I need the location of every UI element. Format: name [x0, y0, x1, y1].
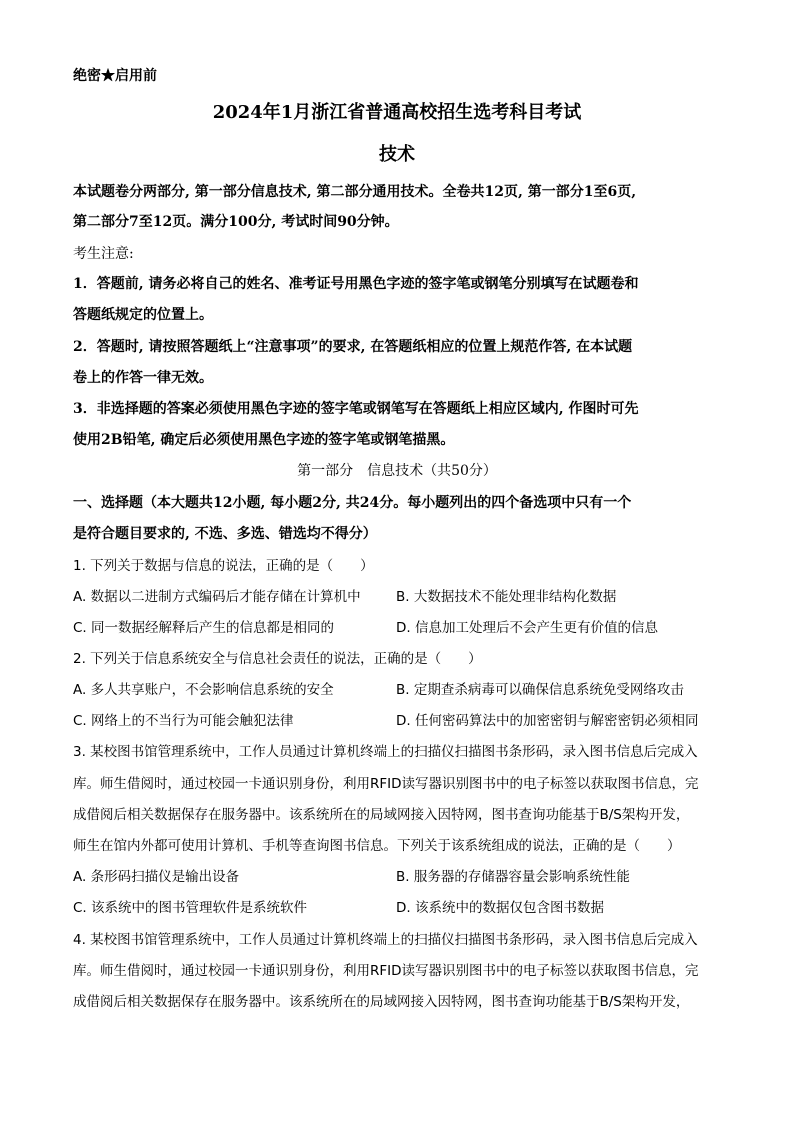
confidential-label: 绝密★启用前 [73, 68, 157, 84]
section-instruction-line-1: 一、选择题（本大题共12小题, 每小题2分, 共24分。每小题列出的四个备选项中只有一个 [73, 495, 632, 511]
section-instruction-line-2: 是符合题目要求的, 不选、多选、错选均不得分） [73, 526, 377, 542]
q4-line-2: 库。师生借阅时，通过校园一卡通识别身份，利用RFID读写器识别图书中的电子标签以获取图书信息，完 [73, 963, 699, 979]
q1-option-d: D. 信息加工处理后不会产生更有价值的信息 [396, 620, 658, 636]
q4-line-3: 成借阅后相关数据保存在服务器中。该系统所在的局域网接入因特网，图书查询功能基于B/S架构开发， [73, 994, 690, 1010]
q3-line-4: 师生在馆内外都可使用计算机、手机等查询图书信息。下列关于该系统组成的说法，正确的是（ ） [73, 838, 681, 854]
q2-option-b: B. 定期查杀病毒可以确保信息系统免受网络攻击 [396, 682, 684, 698]
note-2-line-2: 卷上的作答一律无效。 [73, 370, 213, 386]
q1-stem: 1. 下列关于数据与信息的说法，正确的是（ ） [73, 558, 374, 574]
intro-line-2: 第二部分7至12页。满分100分, 考试时间90分钟。 [73, 214, 399, 230]
note-3-line-2: 使用2B铅笔, 确定后必须使用黑色字迹的签字笔或钢笔描黑。 [73, 432, 455, 448]
note-1-line-1: 1．答题前, 请务必将自己的姓名、准考证号用黑色字迹的签字笔或钢笔分别填写在试题卷和 [73, 276, 639, 292]
q3-option-d: D. 该系统中的数据仅包含图书数据 [396, 900, 604, 916]
part1-heading: 第一部分 信息技术（共50分） [297, 463, 497, 479]
note-2-line-1: 2．答题时, 请按照答题纸上“注意事项”的要求, 在答题纸相应的位置上规范作答, 在本试题 [73, 339, 633, 355]
q3-option-c: C. 该系统中的图书管理软件是系统软件 [73, 900, 308, 916]
q2-option-a: A. 多人共享账户，不会影响信息系统的安全 [73, 682, 334, 698]
q3-option-b: B. 服务器的存储器容量会影响系统性能 [396, 869, 630, 885]
q2-option-d: D. 任何密码算法中的加密密钥与解密密钥必须相同 [396, 713, 699, 729]
q2-stem: 2. 下列关于信息系统安全与信息社会责任的说法，正确的是（ ） [73, 651, 482, 667]
q1-option-b: B. 大数据技术不能处理非结构化数据 [396, 589, 617, 605]
q3-option-a: A. 条形码扫描仪是输出设备 [73, 869, 240, 885]
q2-option-c: C. 网络上的不当行为可能会触犯法律 [73, 713, 294, 729]
q3-line-3: 成借阅后相关数据保存在服务器中。该系统所在的局域网接入因特网，图书查询功能基于B/S架构开发， [73, 807, 690, 823]
note-3-line-1: 3．非选择题的答案必须使用黑色字迹的签字笔或钢笔写在答题纸上相应区域内, 作图时可先 [73, 401, 639, 417]
exam-title: 2024年1月浙江省普通高校招生选考科目考试 [212, 102, 582, 123]
subject-title: 技术 [379, 144, 415, 165]
q3-line-2: 库。师生借阅时，通过校园一卡通识别身份，利用RFID读写器识别图书中的电子标签以获取图书信息，完 [73, 776, 699, 792]
notes-heading: 考生注意: [73, 246, 134, 262]
q1-option-c: C. 同一数据经解释后产生的信息都是相同的 [73, 620, 335, 636]
q1-option-a: A. 数据以二进制方式编码后才能存储在计算机中 [73, 589, 361, 605]
q4-line-1: 4. 某校图书馆管理系统中，工作人员通过计算机终端上的扫描仪扫描图书条形码，录入图书信息后完成入 [73, 932, 698, 948]
note-1-line-2: 答题纸规定的位置上。 [73, 307, 213, 323]
q3-line-1: 3. 某校图书馆管理系统中，工作人员通过计算机终端上的扫描仪扫描图书条形码，录入图书信息后完成入 [73, 744, 698, 760]
intro-line-1: 本试题卷分两部分, 第一部分信息技术, 第二部分通用技术。全卷共12页, 第一部分1至6页, [73, 184, 637, 200]
